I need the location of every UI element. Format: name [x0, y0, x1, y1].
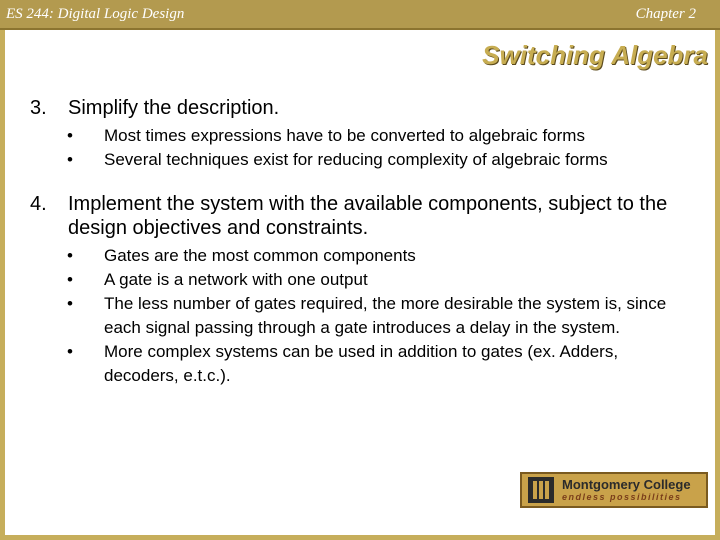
bullet-icon: •: [67, 342, 73, 361]
bullet-item: [30, 292, 690, 340]
list-item-4: [30, 192, 690, 240]
bullet-text: Gates are the most common components: [104, 246, 416, 265]
list-item-3: [30, 96, 690, 120]
logo-tagline: endless possibilities: [562, 492, 682, 502]
chapter-label: Chapter 2: [635, 6, 696, 22]
bottom-border: [0, 535, 720, 540]
item-number: 3.: [30, 97, 47, 119]
bullet-item: [30, 244, 690, 268]
slide-title: Switching Algebra: [482, 40, 708, 70]
item-number: 4.: [30, 193, 47, 215]
item-text: Simplify the description.: [68, 97, 280, 119]
bullet-text: Several techniques exist for reducing complexity of algebraic forms: [104, 150, 608, 169]
logo-text: [562, 478, 691, 502]
item-text: Implement the system with the available components, subject to the design objectives and constraints.: [68, 193, 668, 239]
college-logo: [520, 472, 708, 508]
bullet-item: [30, 340, 690, 388]
bullet-icon: •: [67, 246, 73, 265]
bullet-item: [30, 148, 690, 172]
bullet-icon: •: [67, 270, 73, 289]
bullet-item: [30, 268, 690, 292]
left-border: [0, 30, 5, 540]
bullet-list: [30, 124, 690, 172]
bullet-list: [30, 244, 690, 388]
logo-mark-icon: [528, 477, 554, 503]
bullet-text: A gate is a network with one output: [104, 270, 368, 289]
bullet-icon: •: [67, 126, 73, 145]
logo-name: Montgomery College: [562, 477, 691, 492]
bullet-text: Most times expressions have to be converted to algebraic forms: [104, 126, 585, 145]
right-border: [715, 30, 720, 540]
bullet-text: More complex systems can be used in addition to gates (ex. Adders, decoders, e.t.c.).: [104, 342, 619, 385]
bullet-icon: •: [67, 294, 73, 313]
course-title: ES 244: Digital Logic Design: [6, 6, 185, 22]
bullet-icon: •: [67, 150, 73, 169]
bullet-text: The less number of gates required, the more desirable the system is, since each signal passing through a gate introduces a delay in the system.: [104, 294, 667, 337]
slide-content: [30, 96, 690, 388]
bullet-item: [30, 124, 690, 148]
header-bar: [0, 0, 720, 30]
